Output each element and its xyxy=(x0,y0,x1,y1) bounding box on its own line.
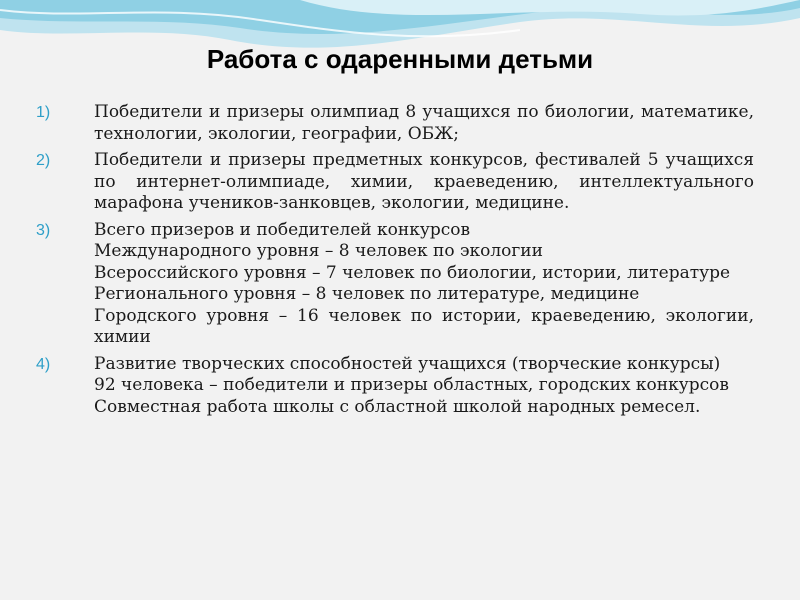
achievements-list xyxy=(36,102,754,423)
list-item-text: Развитие творческих способностей учащихся (творческие конкурсы) xyxy=(94,353,721,374)
list-item-marker: 2) xyxy=(36,152,51,169)
slide-title: Работа с одаренными детьми xyxy=(206,44,594,74)
list-item xyxy=(36,354,754,419)
list-item-text: Победители и призеры олимпиад 8 учащихся по биологии, математике, технологии, экологии, географии, ОБЖ; xyxy=(94,102,754,144)
list-item-text: Регионального уровня – 8 человек по литературе, медицине xyxy=(94,284,640,304)
list-item-marker: 4) xyxy=(36,355,51,373)
list-item-text: Всероссийского уровня – 7 человек по биологии, истории, литературе xyxy=(94,262,731,283)
list-item-text: 92 человека – победители и призеры областных, городских конкурсов xyxy=(94,375,729,395)
list-item-text: Международного уровня – 8 человек по экологии xyxy=(94,241,543,261)
list-item xyxy=(36,102,754,145)
list-item-text: Победители и призеры предметных конкурсов, фестивалей 5 учащихся по интернет-олимпиаде, химии, краеведению, интеллектуального марафона учеников-занковцев, экологии, медицине. xyxy=(94,150,754,213)
list-item xyxy=(36,150,754,215)
list-item-text: Совместная работа школы с областной школой народных ремесел. xyxy=(94,396,701,417)
list-item-text: Городского уровня – 16 человек по истории, краеведению, экологии, химии xyxy=(94,305,754,347)
list-item xyxy=(36,220,754,349)
list-item-marker: 3) xyxy=(36,221,51,239)
list-item-text: Всего призеров и победителей конкурсов xyxy=(94,219,471,240)
list-item-marker: 1) xyxy=(36,104,51,121)
